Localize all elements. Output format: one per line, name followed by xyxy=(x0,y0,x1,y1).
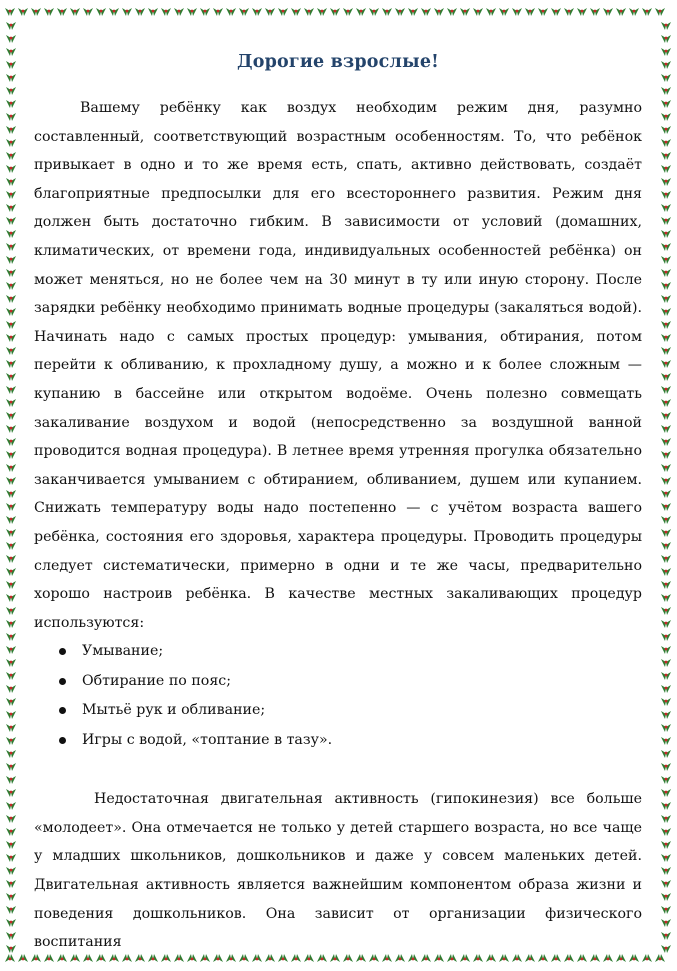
holly-leaf-icon xyxy=(577,8,587,16)
holly-leaf-icon xyxy=(661,555,671,563)
holly-leaf-icon xyxy=(278,8,288,16)
holly-leaf-icon xyxy=(6,438,16,446)
holly-leaf-icon xyxy=(6,269,16,277)
holly-leaf-icon xyxy=(551,8,561,16)
holly-leaf-icon xyxy=(661,737,671,745)
holly-leaf-icon xyxy=(6,646,16,654)
holly-leaf-icon xyxy=(6,74,16,82)
holly-leaf-icon xyxy=(239,8,249,16)
holly-leaf-icon xyxy=(18,8,28,16)
holly-leaf-icon xyxy=(6,776,16,784)
holly-leaf-icon xyxy=(661,243,671,251)
holly-leaf-icon xyxy=(661,529,671,537)
holly-leaf-icon xyxy=(661,464,671,472)
holly-leaf-icon xyxy=(6,373,16,381)
holly-leaf-icon xyxy=(661,516,671,524)
holly-leaf-icon xyxy=(6,126,16,134)
holly-leaf-icon xyxy=(6,165,16,173)
paragraph-hypokinesia-text: Недостаточная двигательная активность (гипокинезия) все больше «молодеет». Она отмечается не только у детей старшего возраста, но все чаще у младших школьников, дошкольников и даже у совсем маленьких детей. Двигательная активность является важнейшим компонентом образа жизни и поведения дошкольников. Она зависит от организации физического воспитания xyxy=(34,791,642,951)
holly-leaf-icon xyxy=(590,8,600,16)
holly-leaf-icon xyxy=(6,334,16,342)
holly-leaf-icon xyxy=(6,685,16,693)
holly-leaf-icon xyxy=(499,8,509,16)
holly-leaf-icon xyxy=(6,308,16,316)
holly-leaf-icon xyxy=(304,8,314,16)
holly-leaf-icon xyxy=(174,8,184,16)
holly-leaf-icon xyxy=(661,945,671,953)
holly-leaf-icon xyxy=(661,919,671,927)
holly-leaf-icon xyxy=(6,399,16,407)
holly-leaf-icon xyxy=(661,399,671,407)
paragraph-hypokinesia xyxy=(34,785,642,957)
holly-leaf-icon xyxy=(661,490,671,498)
holly-leaf-icon xyxy=(661,698,671,706)
holly-leaf-icon xyxy=(6,620,16,628)
holly-leaf-icon xyxy=(252,8,262,16)
holly-leaf-icon xyxy=(603,8,613,16)
holly-leaf-icon xyxy=(6,867,16,875)
holly-leaf-icon xyxy=(6,828,16,836)
list-item: Обтирание по пояс; xyxy=(34,667,642,697)
holly-leaf-icon xyxy=(6,815,16,823)
decorative-border-right xyxy=(655,0,677,971)
list-item: Игры с водой, «топтание в тазу». xyxy=(34,726,642,756)
list-item: Мытьё рук и обливание; xyxy=(34,696,642,726)
holly-leaf-icon xyxy=(655,954,665,962)
holly-leaf-icon xyxy=(661,308,671,316)
document-body xyxy=(34,52,642,957)
holly-leaf-icon xyxy=(6,854,16,862)
holly-leaf-icon xyxy=(661,152,671,160)
holly-leaf-icon xyxy=(661,880,671,888)
holly-leaf-icon xyxy=(6,555,16,563)
holly-leaf-icon xyxy=(6,633,16,641)
holly-leaf-icon xyxy=(6,217,16,225)
holly-leaf-icon xyxy=(265,8,275,16)
holly-leaf-icon xyxy=(6,360,16,368)
holly-leaf-icon xyxy=(6,737,16,745)
holly-leaf-icon xyxy=(6,152,16,160)
holly-leaf-icon xyxy=(408,8,418,16)
holly-leaf-icon xyxy=(661,841,671,849)
holly-leaf-icon xyxy=(200,8,210,16)
holly-leaf-icon xyxy=(6,256,16,264)
holly-leaf-icon xyxy=(661,126,671,134)
holly-leaf-icon xyxy=(661,438,671,446)
holly-leaf-icon xyxy=(661,373,671,381)
holly-leaf-icon xyxy=(661,22,671,30)
procedures-list xyxy=(34,637,642,755)
holly-leaf-icon xyxy=(661,633,671,641)
holly-leaf-icon xyxy=(6,880,16,888)
holly-leaf-icon xyxy=(6,659,16,667)
bullet-icon xyxy=(59,707,66,714)
holly-leaf-icon xyxy=(661,74,671,82)
holly-leaf-icon xyxy=(6,750,16,758)
holly-leaf-icon xyxy=(661,828,671,836)
holly-leaf-icon xyxy=(661,230,671,238)
holly-leaf-icon xyxy=(6,243,16,251)
holly-leaf-icon xyxy=(538,8,548,16)
paragraph-daily-routine-text: Вашему ребёнку как воздух необходим режим дня, разумно составленный, соответствующий возрастным особенностям. То, что ребёнок привыкает в одно и то же время есть, спать, активно действовать, создаёт благоприятные предпосылки для его всестороннего развития. Режим дня должен быть достаточно гибким. В зависимости от условий (домашних, климатических, от времени года, индивидуальных особенностей ребёнка) он может меняться, но не более чем на 30 минут в ту или иную сторону. После зарядки ребёнку необходимо принимать водные процедуры (закаляться водой). Начинать надо с самых простых процедур: умывания, обтирания, потом перейти к обливанию, к прохладному душу, а можно и к более сложным — купанию в бассейне или открытом водоёме. Очень полезно совмещать закаливание воздухом и водой (непосредственно за воздушной ванной проводится водная процедура). В летнее время утренняя прогулка обязательно заканчивается умыванием с обтиранием, обливанием, душем или купанием. Снижать температуру воды надо постепенно — с учётом возраста вашего ребёнка, состояния его здоровья, характера процедуры. Проводить процедуры следует систематически, примерно в одни и те же часы, предварительно хорошо настроив ребёнка. В качестве местных закаливающих процедур используются: xyxy=(34,100,642,631)
holly-leaf-icon xyxy=(661,451,671,459)
holly-leaf-icon xyxy=(661,477,671,485)
holly-leaf-icon xyxy=(356,8,366,16)
holly-leaf-icon xyxy=(661,191,671,199)
holly-leaf-icon xyxy=(661,321,671,329)
holly-leaf-icon xyxy=(642,8,652,16)
holly-leaf-icon xyxy=(6,841,16,849)
document-title: Дорогие взрослые! xyxy=(236,52,440,72)
holly-leaf-icon xyxy=(460,8,470,16)
holly-leaf-icon xyxy=(661,100,671,108)
holly-leaf-icon xyxy=(6,48,16,56)
holly-leaf-icon xyxy=(661,724,671,732)
holly-leaf-icon xyxy=(661,789,671,797)
holly-leaf-icon xyxy=(661,503,671,511)
holly-leaf-icon xyxy=(6,490,16,498)
holly-leaf-icon xyxy=(642,954,652,962)
holly-leaf-icon xyxy=(6,945,16,953)
holly-leaf-icon xyxy=(512,8,522,16)
holly-leaf-icon xyxy=(330,8,340,16)
holly-leaf-icon xyxy=(6,321,16,329)
holly-leaf-icon xyxy=(148,8,158,16)
holly-leaf-icon xyxy=(6,594,16,602)
holly-leaf-icon xyxy=(5,954,15,962)
holly-leaf-icon xyxy=(661,425,671,433)
holly-leaf-icon xyxy=(6,802,16,810)
holly-leaf-icon xyxy=(6,425,16,433)
holly-leaf-icon xyxy=(5,8,15,16)
holly-leaf-icon xyxy=(6,22,16,30)
list-item: Умывание; xyxy=(34,637,642,667)
holly-leaf-icon xyxy=(661,568,671,576)
holly-leaf-icon xyxy=(6,906,16,914)
holly-leaf-icon xyxy=(6,607,16,615)
decorative-border-top xyxy=(0,0,677,22)
holly-leaf-icon xyxy=(213,8,223,16)
holly-leaf-icon xyxy=(44,8,54,16)
holly-leaf-icon xyxy=(661,178,671,186)
holly-leaf-icon xyxy=(661,35,671,43)
holly-leaf-icon xyxy=(661,542,671,550)
holly-leaf-icon xyxy=(661,581,671,589)
bullet-icon xyxy=(59,678,66,685)
holly-leaf-icon xyxy=(661,113,671,121)
holly-leaf-icon xyxy=(6,503,16,511)
holly-leaf-icon xyxy=(6,568,16,576)
holly-leaf-icon xyxy=(161,8,171,16)
holly-leaf-icon xyxy=(6,919,16,927)
holly-leaf-icon xyxy=(661,347,671,355)
holly-leaf-icon xyxy=(655,8,665,16)
holly-leaf-icon xyxy=(291,8,301,16)
holly-leaf-icon xyxy=(661,854,671,862)
holly-leaf-icon xyxy=(6,711,16,719)
holly-leaf-icon xyxy=(661,802,671,810)
holly-leaf-icon xyxy=(661,282,671,290)
holly-leaf-icon xyxy=(661,893,671,901)
holly-leaf-icon xyxy=(6,61,16,69)
holly-leaf-icon xyxy=(6,295,16,303)
holly-leaf-icon xyxy=(317,8,327,16)
holly-leaf-icon xyxy=(6,516,16,524)
holly-leaf-icon xyxy=(6,282,16,290)
holly-leaf-icon xyxy=(629,8,639,16)
holly-leaf-icon xyxy=(343,8,353,16)
holly-leaf-icon xyxy=(661,763,671,771)
holly-leaf-icon xyxy=(6,724,16,732)
holly-leaf-icon xyxy=(661,776,671,784)
holly-leaf-icon xyxy=(6,87,16,95)
holly-leaf-icon xyxy=(6,529,16,537)
holly-leaf-icon xyxy=(661,334,671,342)
holly-leaf-icon xyxy=(109,8,119,16)
holly-leaf-icon xyxy=(421,8,431,16)
holly-leaf-icon xyxy=(6,191,16,199)
holly-leaf-icon xyxy=(661,204,671,212)
holly-leaf-icon xyxy=(661,48,671,56)
holly-leaf-icon xyxy=(661,906,671,914)
holly-leaf-icon xyxy=(6,464,16,472)
holly-leaf-icon xyxy=(6,139,16,147)
holly-leaf-icon xyxy=(6,35,16,43)
holly-leaf-icon xyxy=(83,8,93,16)
holly-leaf-icon xyxy=(6,581,16,589)
holly-leaf-icon xyxy=(661,412,671,420)
holly-leaf-icon xyxy=(661,711,671,719)
holly-leaf-icon xyxy=(447,8,457,16)
holly-leaf-icon xyxy=(369,8,379,16)
holly-leaf-icon xyxy=(6,113,16,121)
holly-leaf-icon xyxy=(434,8,444,16)
holly-leaf-icon xyxy=(6,204,16,212)
holly-leaf-icon xyxy=(661,685,671,693)
holly-leaf-icon xyxy=(473,8,483,16)
holly-leaf-icon xyxy=(616,8,626,16)
holly-leaf-icon xyxy=(70,8,80,16)
holly-leaf-icon xyxy=(661,815,671,823)
holly-leaf-icon xyxy=(6,672,16,680)
holly-leaf-icon xyxy=(6,542,16,550)
holly-leaf-icon xyxy=(6,763,16,771)
holly-leaf-icon xyxy=(661,659,671,667)
holly-leaf-icon xyxy=(661,360,671,368)
decorative-border-left xyxy=(0,0,22,971)
holly-leaf-icon xyxy=(31,8,41,16)
holly-leaf-icon xyxy=(486,8,496,16)
holly-leaf-icon xyxy=(226,8,236,16)
holly-leaf-icon xyxy=(6,932,16,940)
holly-leaf-icon xyxy=(661,594,671,602)
holly-leaf-icon xyxy=(6,412,16,420)
holly-leaf-icon xyxy=(187,8,197,16)
holly-leaf-icon xyxy=(6,386,16,394)
bullet-icon xyxy=(59,648,66,655)
holly-leaf-icon xyxy=(661,386,671,394)
holly-leaf-icon xyxy=(661,256,671,264)
holly-leaf-icon xyxy=(6,451,16,459)
holly-leaf-icon xyxy=(6,230,16,238)
holly-leaf-icon xyxy=(6,477,16,485)
holly-leaf-icon xyxy=(661,87,671,95)
holly-leaf-icon xyxy=(564,8,574,16)
holly-leaf-icon xyxy=(6,178,16,186)
holly-leaf-icon xyxy=(661,165,671,173)
holly-leaf-icon xyxy=(661,620,671,628)
holly-leaf-icon xyxy=(135,8,145,16)
bullet-icon xyxy=(59,737,66,744)
holly-leaf-icon xyxy=(661,672,671,680)
holly-leaf-icon xyxy=(57,8,67,16)
holly-leaf-icon xyxy=(6,698,16,706)
holly-leaf-icon xyxy=(18,954,28,962)
holly-leaf-icon xyxy=(661,269,671,277)
holly-leaf-icon xyxy=(661,750,671,758)
holly-leaf-icon xyxy=(6,893,16,901)
holly-leaf-icon xyxy=(661,646,671,654)
holly-leaf-icon xyxy=(96,8,106,16)
holly-leaf-icon xyxy=(382,8,392,16)
holly-leaf-icon xyxy=(661,867,671,875)
holly-leaf-icon xyxy=(661,295,671,303)
holly-leaf-icon xyxy=(661,139,671,147)
holly-leaf-icon xyxy=(395,8,405,16)
holly-leaf-icon xyxy=(661,61,671,69)
holly-leaf-icon xyxy=(6,789,16,797)
holly-leaf-icon xyxy=(6,100,16,108)
holly-leaf-icon xyxy=(525,8,535,16)
holly-leaf-icon xyxy=(661,932,671,940)
holly-leaf-icon xyxy=(661,607,671,615)
holly-leaf-icon xyxy=(661,217,671,225)
holly-leaf-icon xyxy=(6,347,16,355)
holly-leaf-icon xyxy=(122,8,132,16)
paragraph-daily-routine xyxy=(34,94,642,637)
